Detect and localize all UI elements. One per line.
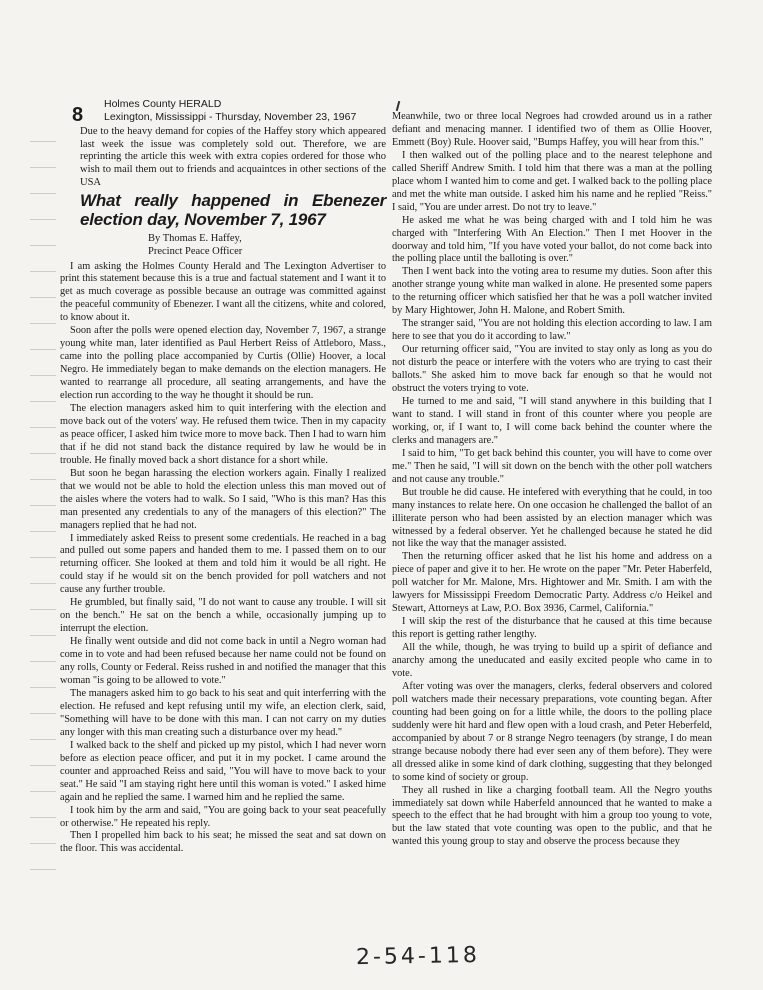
reprint-note: Due to the heavy demand for copies of the Haffey story which appeared last week the issue was completely sold out. Therefore, we are reprinting the article this week with extra copies ordered for those who wish to mail them out to friends and acquaintces in other sections of the USA — [80, 126, 386, 188]
byline: By Thomas E. Haffey, — [148, 232, 242, 244]
paragraph: I am asking the Holmes County Herald and The Lexington Advertiser to print this statement because this is a true and factual statement and I want it to get as much coverage as possible because an outrage was committed against the peaceful community of Ebenezer. I want all the citizens, white and colored, to know about it. — [60, 260, 386, 324]
paragraph: He asked me what he was being charged with and I told him he was charged with "Interfering With An Election." Then I met Hoover in the doorway and told him, "If you have voted your ballot, do not come back into the polling place until the balloting is over." — [392, 214, 712, 265]
paragraph: The stranger said, "You are not holding this election according to law. I am here to see that you do it according to law." — [392, 318, 712, 343]
paragraph: They all rushed in like a charging football team. All the Negro youths immediately sat down while Haberfeld announced that he wanted to make a speech to the effect that he had brought with him a group too young to vote, but the law stated that vote counting was open to the public, and that he wanted this young group to stay and observe the process because they — [392, 784, 712, 848]
paragraph: After voting was over the managers, clerks, federal observers and colored poll watchers made their necessary preparations, vote counting began. After counting had been going on for a little while, the doors to the polling place suddenly were hit hard and flew open with a loud crash, and Peter Heberfeld, accompanied by about 7 or 8 strange Negro teenagers (by strange, I do mean strange because nobody there had ever seen any of them before). They were all dressed alike in some kind of dark clothing, suggesting that they belonged to some kind of society or group. — [392, 680, 712, 783]
paragraph: Our returning officer said, "You are invited to stay only as long as you do not disturb the peace or interfere with the voters who are trying to cast their ballots." She asked him to move back far enough so that he would not obstruct the voters trying to vote. — [392, 344, 712, 395]
paragraph: I said to him, "To get back behind this counter, you will have to come over me." Then he said, "I will sit down on the bench with the other poll watchers and not cause any trouble." — [392, 447, 712, 485]
paragraph: I took him by the arm and said, "You are going back to your seat peacefully or otherwise." He repeated his reply. — [60, 804, 386, 829]
right-column — [392, 111, 712, 849]
paragraph: The managers asked him to go back to his seat and quit interferring with the election. He refused and kept refusing until my wife, an election clerk, said, "Something will have to be done with this man. I can not carry on my duties any longer with this man creating such a disturbance over my head." — [60, 687, 386, 738]
left-column — [60, 126, 386, 856]
author-position: Precinct Peace Officer — [148, 245, 243, 257]
paragraph: I walked back to the shelf and picked up my pistol, which I had never worn before as election peace officer, and put it in my pocket. I came around the counter and approached Reiss and said, "You will have to move back to your seat." He said "I am staying right here until this woman is voted." I asked hime again and he replied the same. I warned him and he replied the same. — [60, 739, 386, 803]
page-number: 8 — [72, 104, 84, 126]
paragraph: I will skip the rest of the disturbance that he caused at this time because this report is getting rather lengthy. — [392, 616, 712, 641]
paragraph: The election managers asked him to quit interfering with the election and move back out of the voters' way. He refused them twice. Then in my capacity as peace officer, I asked him twice more to move back. Then I had to warn him that if he did not stand back the distance required by law he would be in trouble. He finally moved back a short distance for a short while. — [60, 403, 386, 466]
paragraph: Soon after the polls were opened election day, November 7, 1967, a strange young white man, later identified as Paul Herbert Reiss of Attleboro, Mass., came into the polling place accompanied by Curtis (Ollie) Hoover, a local Negro. He immediately began to make demands on the election managers. He wanted to rearrange all procedure, all seating arrangements, and have the election run according to the way he thought it should be run. — [60, 325, 386, 402]
dateline: Lexington, Mississippi - Thursday, November 23, 1967 — [104, 111, 357, 123]
paragraph: But trouble he did cause. He intefered with everything that he could, in too many instances to relate here. On one occasion he challenged the ballot of an illiterate person who had been assisted by an election manager which was witnessed by a federal observer. Yet he challenged because he stated he did not like the way that the manager assisted. — [392, 486, 712, 550]
handwritten-file-number: 2-54-118 — [355, 942, 481, 971]
paragraph: He finally went outside and did not come back in until a Negro woman had come in to vote and had been refused because her name could not be found on any rolls, County or Federal. Reiss rushed in and notified the manager that this woman "is going to be allowed to vote." — [60, 636, 386, 687]
headline: What really happened in Ebenezer election day, November 7, 1967 — [80, 190, 386, 229]
paragraph: He grumbled, but finally said, "I do not want to cause any trouble. I will sit on the bench." He sat on the bench a while, occasionally jumping up to interrupt the election. — [60, 597, 386, 635]
paragraph: I then walked out of the polling place and to the nearest telephone and called Sheriff Andrew Smith. I told him that there was a man at the polling place whom I wanted him to come and get. I walked back to the polling place and met the white man outside. I asked him his name and he replied "Reiss." I said, "You are under arrest. Do not try to leave." — [392, 149, 712, 213]
margin-marks — [30, 130, 56, 890]
paragraph: I immediately asked Reiss to present some credentials. He reached in a bag and pulled out some papers and handed them to me. I passed them on to our returning officer. She looked at them and told him it would be all right. He could stay if he would sit on the bench provided for poll watchers and not cause any further trouble. — [60, 532, 386, 596]
paragraph: Meanwhile, two or three local Negroes had crowded around us in a rather defiant and menacing manner. I identified two of them as Ollie Hoover, Emmett (Boy) Rule. Hoover said, "Bumps Haffey, you will hear from this." — [392, 111, 712, 148]
paragraph: Then I propelled him back to his seat; he missed the seat and sat down on the floor. This was accidental. — [60, 830, 386, 855]
paper-name: Holmes County HERALD — [104, 98, 222, 110]
paragraph: He turned to me and said, "I will stand anywhere in this building that I want to stand. I will stand in front of this counter where you people are working, or, if I want to, I will come back behind the counter where the clerks and managers are." — [392, 395, 712, 446]
paragraph: But soon he began harassing the election workers again. Finally I realized that we would not be able to hold the election unless this man moved out of the aisles where the voters had to walk. So I said, "Who is this man? Has this man presented any credentials to any of the managers of this election?" The managers replied that he had not. — [60, 467, 386, 531]
paragraph: All the while, though, he was trying to build up a spirit of defiance and anarchy among the uneducated and easily excited people who came in to vote. — [392, 642, 712, 679]
paragraph: Then the returning officer asked that he list his home and address on a piece of paper and give it to her. He wrote on the paper "Mr. Peter Haberfeld, poll watcher for Mr. Malone, Mrs. Hightower and Mr. Smith. I am with the lawyers for Mississippi Freedom Democratic Party. Address c/o Heikel and Stewart, Attorneys at Law, P.O. Box 3936, Carmel, California." — [392, 551, 712, 615]
masthead — [104, 98, 404, 124]
paragraph: Then I went back into the voting area to resume my duties. Soon after this another strange young white man walked in alone. He presented some papers to the returning officer which satisfied her that he was a poll watcher invited by Mary Hightower, John H. Malone, and Robert Smith. — [392, 266, 712, 317]
